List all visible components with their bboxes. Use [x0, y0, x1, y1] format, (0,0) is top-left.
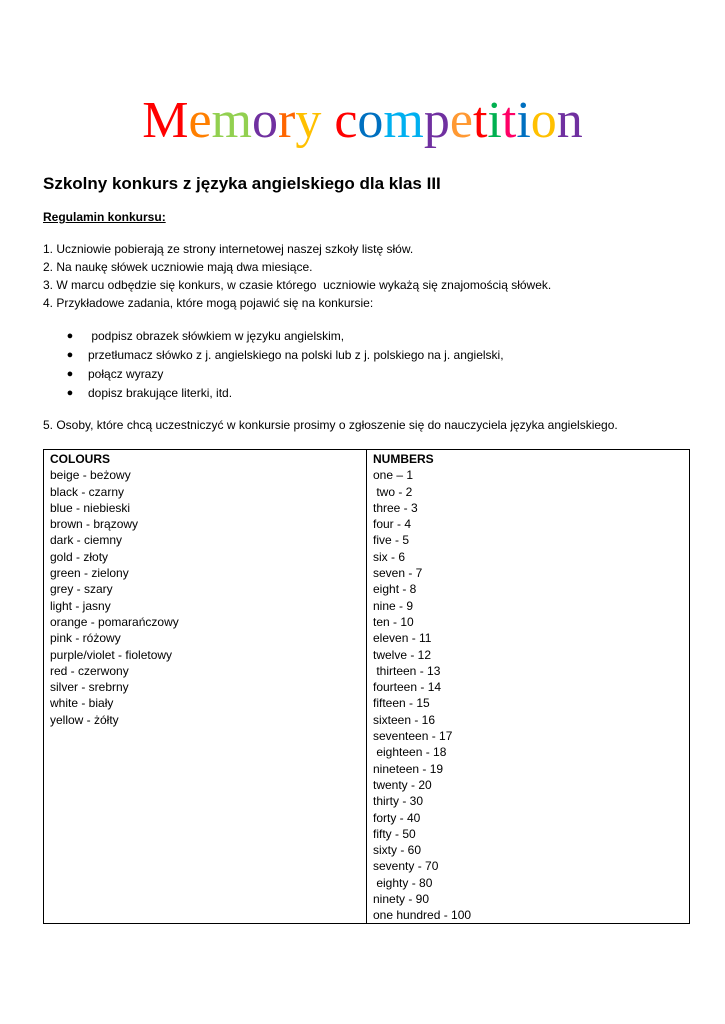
number-entry: thirty - 30	[373, 794, 424, 809]
contest-subtitle: Szkolny konkurs z języka angielskiego dla klas III	[43, 174, 441, 193]
number-entry: ten - 10	[373, 614, 414, 629]
colour-entry: white - biały	[50, 696, 114, 711]
task-text: podpisz obrazek słówkiem w języku angielskim,	[88, 329, 345, 343]
number-entry: sixteen - 16	[373, 712, 436, 727]
rules-heading: Regulamin konkursu:	[43, 210, 166, 224]
colour-entry: yellow - żółty	[50, 712, 119, 727]
number-entry: seven - 7	[373, 566, 423, 581]
colours-column	[44, 450, 367, 923]
number-entry: thirteen - 13	[373, 663, 441, 678]
colour-entry: light - jasny	[50, 598, 111, 613]
title-letter: o	[530, 92, 557, 149]
number-entry: one hundred - 100	[373, 908, 472, 923]
task-text: połącz wyrazy	[88, 367, 164, 381]
title-letter	[321, 92, 334, 149]
number-entry: ninety - 90	[373, 892, 430, 907]
colour-entry: black - czarny	[50, 484, 125, 499]
bullet-icon: ●	[66, 349, 74, 361]
rule-item: 4. Przykładowe zadania, które mogą pojawić się na konkursie:	[43, 296, 374, 310]
title-letter: i	[516, 92, 531, 149]
title-letter: e	[188, 92, 212, 149]
number-entry: eleven - 11	[373, 631, 432, 646]
bullet-icon: ●	[66, 368, 74, 380]
number-entry: nineteen - 19	[373, 761, 444, 776]
title-letter: m	[211, 92, 252, 149]
title-letter: t	[472, 92, 488, 149]
numbers-column	[367, 450, 689, 923]
vocabulary-table	[43, 449, 690, 924]
number-entry: eight - 8	[373, 582, 417, 597]
title-letter: t	[501, 92, 517, 149]
number-entry: fifty - 50	[373, 826, 416, 841]
number-entry: nine - 9	[373, 598, 414, 613]
bullet-icon: ●	[66, 330, 74, 342]
number-entry: two - 2	[373, 484, 413, 499]
colour-entry: blue - niebieski	[50, 500, 131, 515]
title-letter: o	[357, 92, 384, 149]
number-entry: eighty - 80	[373, 875, 433, 890]
colours-header: COLOURS	[50, 452, 110, 466]
number-entry: twelve - 12	[373, 647, 432, 662]
colour-entry: orange - pomarańczowy	[50, 614, 179, 629]
example-tasks-list	[66, 327, 504, 403]
number-entry: seventy - 70	[373, 859, 439, 874]
title-letter: n	[556, 92, 583, 149]
number-entry: fourteen - 14	[373, 680, 442, 695]
colours-list	[50, 467, 366, 728]
title-letter: M	[142, 92, 189, 149]
colour-entry: grey - szary	[50, 582, 113, 597]
rule-item: 1. Uczniowie pobierają ze strony internetowej naszej szkoły listę słów.	[43, 242, 414, 256]
number-entry: eighteen - 18	[373, 745, 447, 760]
colour-entry: dark - ciemny	[50, 533, 123, 548]
title-letter: o	[252, 92, 278, 149]
title-letter: r	[278, 92, 296, 149]
bullet-icon: ●	[66, 387, 74, 399]
number-entry: sixty - 60	[373, 843, 422, 858]
rule-item-5: 5. Osoby, które chcą uczestniczyć w konkursie prosimy o zgłoszenie się do nauczyciela języka angielskiego.	[43, 418, 618, 432]
number-entry: three - 3	[373, 500, 418, 515]
number-entry: fifteen - 15	[373, 696, 430, 711]
rules-list	[43, 240, 551, 312]
numbers-list	[373, 467, 689, 923]
page-title	[0, 90, 725, 152]
colour-entry: green - zielony	[50, 566, 129, 581]
task-item	[66, 365, 164, 384]
number-entry: six - 6	[373, 549, 406, 564]
colour-entry: purple/violet - fioletowy	[50, 647, 173, 662]
title-letter: e	[449, 92, 473, 149]
colour-entry: gold - złoty	[50, 549, 109, 564]
colour-entry: brown - brązowy	[50, 517, 139, 532]
number-entry: forty - 40	[373, 810, 421, 825]
title-letter: c	[334, 92, 358, 149]
title-letter: y	[295, 92, 322, 149]
number-entry: four - 4	[373, 517, 412, 532]
title-letter: m	[383, 92, 424, 149]
colour-entry: pink - różowy	[50, 631, 121, 646]
number-entry: twenty - 20	[373, 777, 432, 792]
task-item	[66, 384, 233, 403]
title-letter: p	[423, 92, 450, 149]
task-item	[66, 327, 345, 346]
rule-item: 2. Na naukę słówek uczniowie mają dwa miesiące.	[43, 260, 313, 274]
task-text: przetłumacz słówko z j. angielskiego na polski lub z j. polskiego na j. angielski,	[88, 348, 504, 362]
rule-item: 3. W marcu odbędzie się konkurs, w czasie którego uczniowie wykażą się znajomością słówek.	[43, 278, 552, 292]
colour-entry: beige - beżowy	[50, 468, 131, 483]
numbers-header: NUMBERS	[373, 452, 434, 466]
colour-entry: silver - srebrny	[50, 680, 129, 695]
number-entry: five - 5	[373, 533, 410, 548]
number-entry: one – 1	[373, 468, 414, 483]
colour-entry: red - czerwony	[50, 663, 129, 678]
task-text: dopisz brakujące literki, itd.	[88, 386, 233, 400]
task-item	[66, 346, 504, 365]
title-letter: i	[487, 92, 502, 149]
number-entry: seventeen - 17	[373, 729, 453, 744]
